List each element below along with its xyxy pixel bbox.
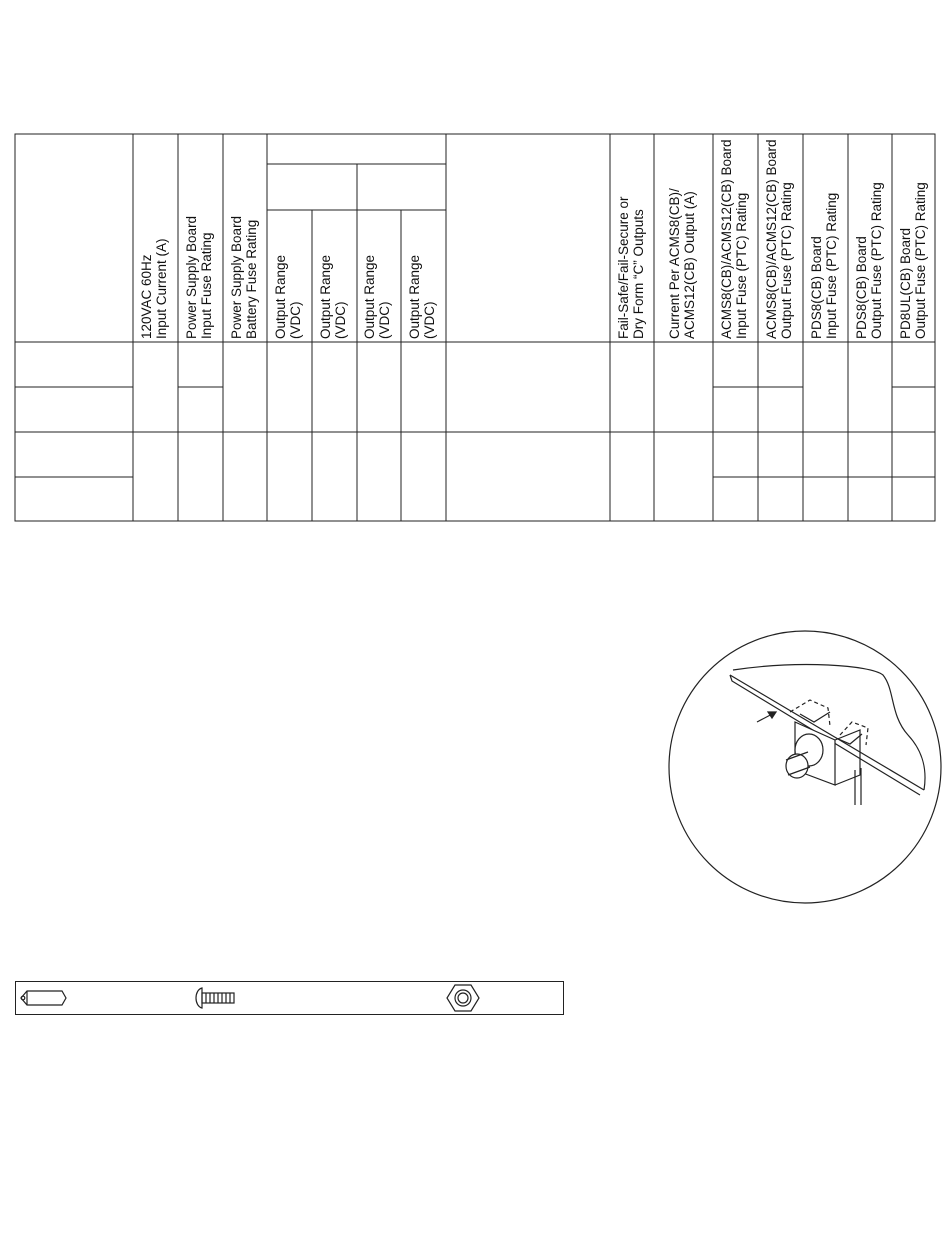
header-pd8ul-output-fuse-line-2: Output Fuse (PTC) Rating — [913, 182, 928, 339]
header-output-range-4-line-1: Output Range — [407, 254, 422, 339]
header-pds8-input-fuse-line-1: PDS8(CB) Board — [809, 236, 824, 339]
header-acms-input-fuse-line-2: Input Fuse (PTC) Rating — [734, 192, 749, 339]
hardware-legend — [15, 981, 564, 1015]
header-ps-battery-fuse-line-1: Power Supply Board — [229, 215, 244, 339]
header-fail-safe-outputs-line-2: Dry Form “C” Outputs — [631, 209, 646, 339]
header-ps-battery-fuse-line-2: Battery Fuse Rating — [244, 219, 259, 339]
standoff-icon — [18, 986, 70, 1010]
header-pds8-input-fuse-line-2: Input Fuse (PTC) Rating — [824, 192, 839, 339]
header-output-range-2-line-1: Output Range — [318, 254, 333, 339]
header-output-range-1-line-1: Output Range — [273, 254, 288, 339]
header-ps-input-fuse-line-1: Power Supply Board — [184, 215, 199, 339]
header-acms-input-fuse-line-1: ACMS8(CB)/ACMS12(CB) Board — [719, 139, 734, 339]
header-input-current-line-2: Input Current (A) — [154, 238, 169, 339]
header-fail-safe-outputs-line-1: Fail-Safe/Fail-Secure or — [616, 196, 631, 339]
header-acms-output-fuse-line-1: ACMS8(CB)/ACMS12(CB) Board — [764, 139, 779, 339]
hex-nut-icon — [446, 983, 480, 1013]
screw-icon — [192, 986, 238, 1010]
header-output-range-4-line-2: (VDC) — [422, 301, 437, 339]
header-output-range-1-line-2: (VDC) — [288, 301, 303, 339]
header-output-range-2-line-2: (VDC) — [333, 301, 348, 339]
header-acms-output-fuse-line-2: Output Fuse (PTC) Rating — [779, 182, 794, 339]
header-current-per-output-line-2: ACMS12(CB) Output (A) — [682, 191, 697, 339]
header-ps-input-fuse-line-2: Input Fuse Rating — [199, 232, 214, 339]
header-pd8ul-output-fuse-line-1: PD8UL(CB) Board — [898, 227, 913, 339]
header-pds8-output-fuse-line-2: Output Fuse (PTC) Rating — [869, 182, 884, 339]
header-current-per-output-line-1: Current Per ACMS8(CB)/ — [667, 188, 682, 339]
header-output-range-3-line-1: Output Range — [362, 254, 377, 339]
header-output-range-3-line-2: (VDC) — [377, 301, 392, 339]
header-pds8-output-fuse-line-1: PDS8(CB) Board — [854, 236, 869, 339]
header-input-current-line-1: 120VAC 60Hz — [139, 254, 154, 339]
